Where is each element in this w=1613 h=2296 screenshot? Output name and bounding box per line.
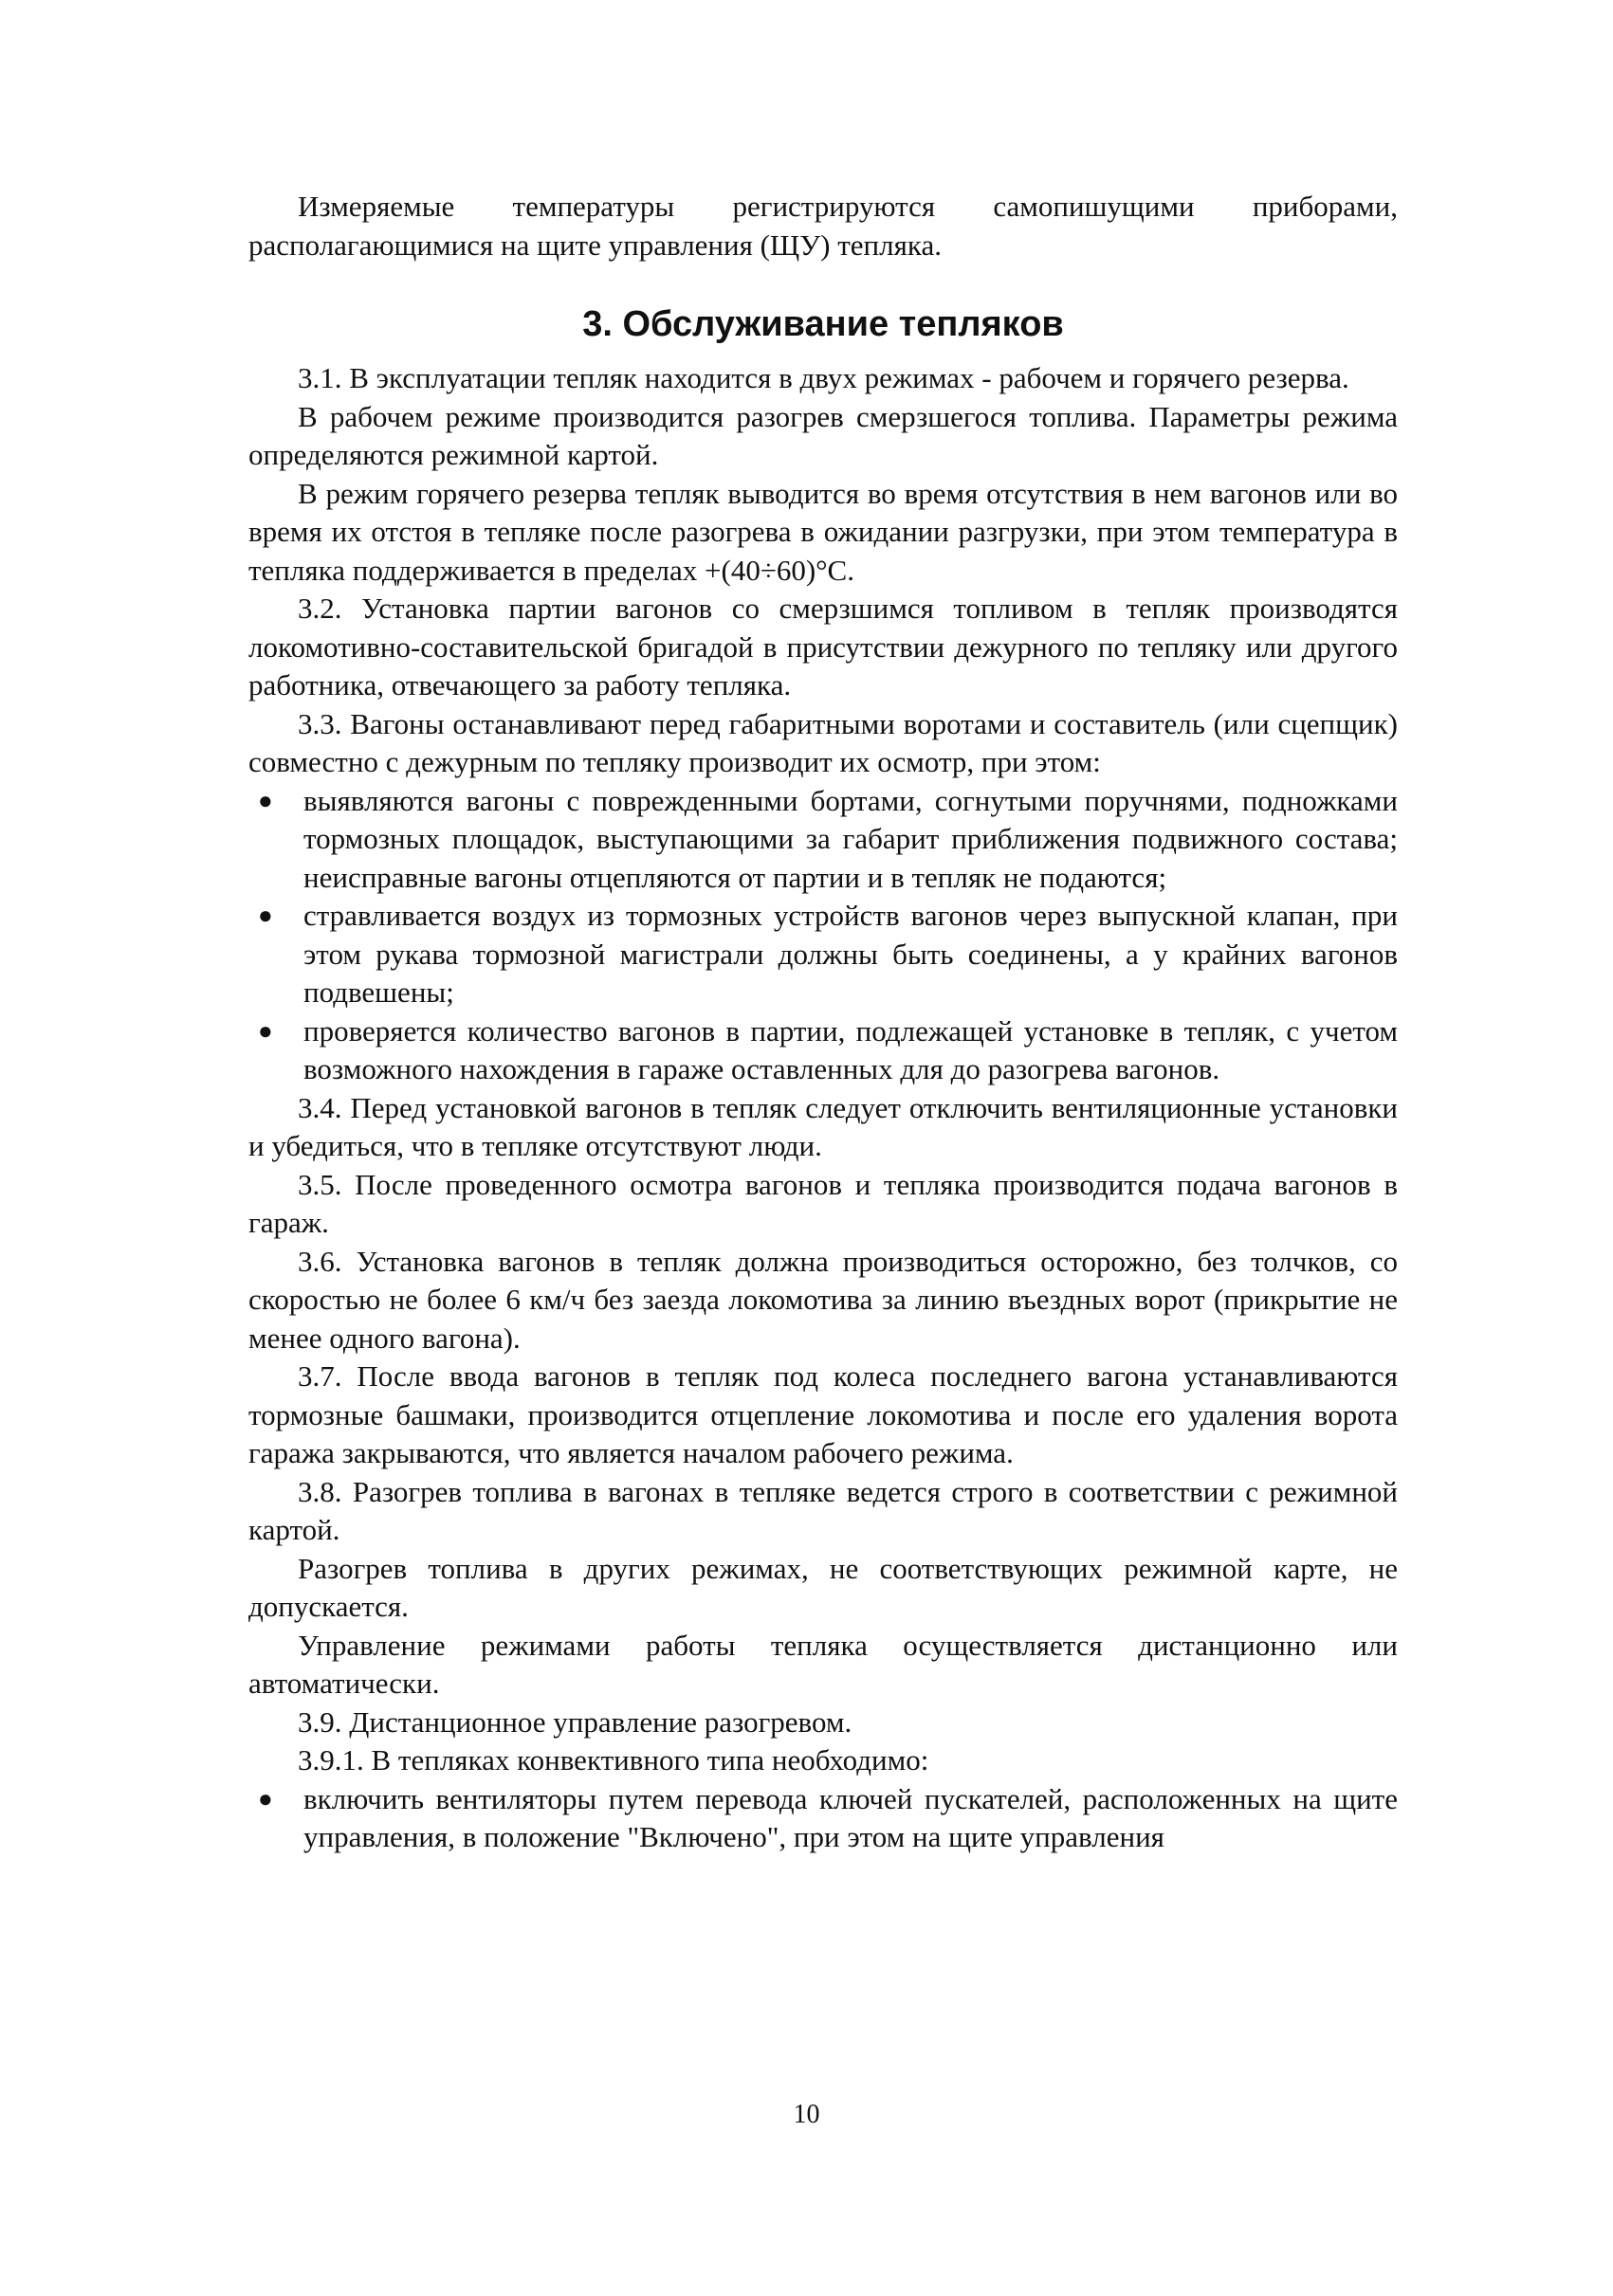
- list-item-text: выявляются вагоны с поврежденными бортами, согнутыми поручнями, подножками тормозных площадок, выступающими за габарит приближения подвижного состава; неисправные вагоны отцепляются от партии и в тепляк не подаются;: [303, 783, 1398, 894]
- inspection-list: [248, 782, 1398, 1089]
- bullet-icon: ●: [258, 902, 273, 929]
- paragraph-3-6: 3.6. Установка вагонов в тепляк должна производиться осторожно, без толчков, со скоростью не более 6 км/ч без заезда локомотива за линию въездных ворот (прикрытие не менее одного вагона).: [248, 1244, 1398, 1355]
- bullet-icon: ●: [258, 1016, 273, 1045]
- bullet-icon: ●: [258, 1784, 273, 1813]
- list-item-text: стравливается воздух из тормозных устройств вагонов через выпускной клапан, при этом рукава тормозной магистрали должны быть соединены, а у крайних вагонов подвешены;: [303, 899, 1398, 1009]
- intro-paragraph: Измеряемые температуры регистрируются самопишущими приборами, располагающимися на щите управления (ЩУ) тепляка.: [248, 190, 1398, 262]
- paragraph-hot-reserve: В режим горячего резерва тепляк выводится во время отсутствия в нем вагонов или во время их отстоя в тепляке после разогрева в ожидании разгрузки, при этом температура в тепляка поддерживается в пределах +(40÷60)°С.: [248, 476, 1398, 587]
- paragraph-3-1: 3.1. В эксплуатации тепляк находится в двух режимах - рабочем и горячего резерва.: [298, 361, 1349, 394]
- list-item-text: включить вентиляторы путем перевода ключей пускателей, расположенных на щите управления, в положение "Включено", при этом на щите управления: [303, 1781, 1398, 1853]
- paragraph-working-mode: В рабочем режиме производится разогрев смерзшегося топлива. Параметры режима определяются режимной картой.: [248, 399, 1398, 471]
- list-item: [248, 897, 1398, 1012]
- list-item: [248, 1780, 1398, 1857]
- page-number: 10: [793, 2100, 820, 2129]
- paragraph-3-4: 3.4. Перед установкой вагонов в тепляк следует отключить вентиляционные установки и убедиться, что в тепляке отсутствуют люди.: [248, 1090, 1398, 1162]
- paragraph-control: Управление режимами работы тепляка осуществляется дистанционно или автоматически.: [248, 1628, 1398, 1700]
- list-item: [248, 782, 1398, 898]
- paragraph-3-2: 3.2. Установка партии вагонов со смерзшимся топливом в тепляк производятся локомотивно-составительской бригадой в присутствии дежурного по тепляку или другого работника, отвечающего за работу тепляка.: [248, 592, 1398, 702]
- list-item: [248, 1012, 1398, 1089]
- paragraph-3-3: 3.3. Вагоны останавливают перед габаритными воротами и составитель (или сцепщик) совместно с дежурным по тепляку производит их осмотр, при этом:: [248, 706, 1398, 778]
- paragraph-3-9: 3.9. Дистанционное управление разогревом.: [298, 1704, 852, 1739]
- page-content: [248, 188, 1398, 1857]
- final-list: [248, 1780, 1398, 1857]
- paragraph-3-9-1: 3.9.1. В тепляках конвективного типа необходимо:: [298, 1743, 929, 1777]
- bullet-icon: ●: [258, 786, 273, 814]
- paragraph-3-7: 3.7. После ввода вагонов в тепляк под колеса последнего вагона устанавливаются тормозные башмаки, производится отцепление локомотива и после его удаления ворота гаража закрываются, что является началом рабочего режима.: [248, 1359, 1398, 1469]
- paragraph-3-5: 3.5. После проведенного осмотра вагонов и тепляка производится подача вагонов в гараж.: [248, 1167, 1398, 1239]
- paragraph-3-8: 3.8. Разогрев топлива в вагонах в тепляке ведется строго в соответствии с режимной картой.: [248, 1474, 1398, 1546]
- section-heading: 3. Обслуживание тепляков: [582, 304, 1064, 344]
- paragraph-other-modes: Разогрев топлива в других режимах, не соответствующих режимной карте, не допускается.: [248, 1551, 1398, 1623]
- list-item-text: проверяется количество вагонов в партии, подлежащей установке в тепляк, с учетом возможного нахождения в гараже оставленных для до разогрева вагонов.: [303, 1013, 1398, 1085]
